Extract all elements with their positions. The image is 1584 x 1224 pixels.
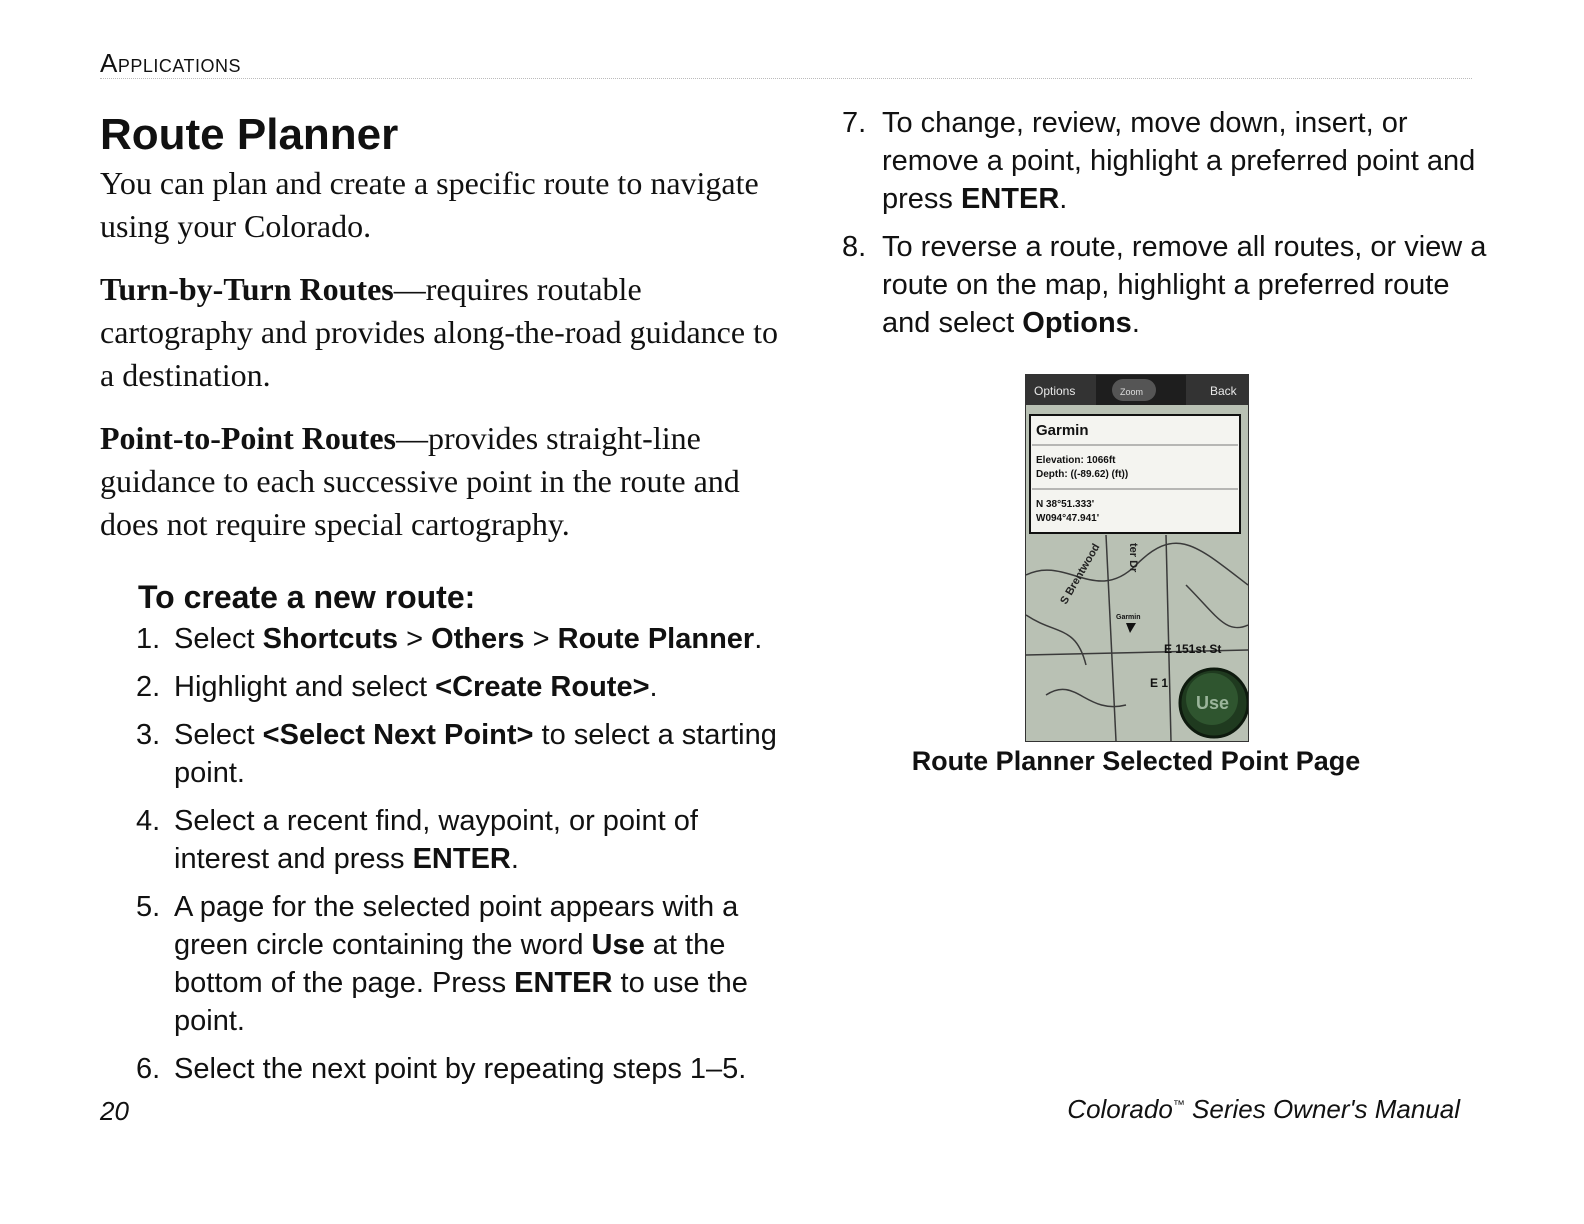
- step-text: Select: [174, 719, 263, 751]
- step-text: .: [754, 623, 763, 655]
- step-text: Highlight and select: [174, 671, 436, 703]
- step-text: A page for the selected point appears with a green circle containing the word: [174, 891, 739, 961]
- step-6: [100, 1050, 780, 1088]
- street-label: S Brentwood: [1058, 541, 1103, 607]
- step-7: [842, 104, 1492, 218]
- step-1: [100, 620, 780, 658]
- point-to-point-term: Point-to-Point Routes: [100, 420, 396, 456]
- step-bold: Shortcuts: [262, 623, 399, 655]
- step-text: at the bottom of the page. Press: [174, 929, 726, 999]
- step-text: Select a recent find, waypoint, or point of interest and press: [174, 805, 698, 875]
- step-number: 6.: [136, 1053, 161, 1085]
- step-bold: ENTER: [960, 183, 1060, 215]
- manual-title: [1067, 1094, 1460, 1125]
- left-column: [100, 108, 780, 1098]
- step-number: 3.: [136, 719, 161, 751]
- marker-label: Garmin: [1116, 614, 1141, 621]
- step-4: [100, 802, 780, 878]
- longitude-value: W094°47.941': [1036, 513, 1100, 524]
- street-label: E 151st St: [1164, 642, 1222, 656]
- section-header: Applications: [100, 48, 242, 78]
- device-screenshot: [1025, 374, 1249, 742]
- step-3: [100, 716, 780, 792]
- step-2: [100, 668, 780, 706]
- manual-title-name: Colorado: [1067, 1094, 1173, 1124]
- step-bold: Options: [1022, 307, 1132, 339]
- step-bold: ENTER: [514, 967, 613, 999]
- point-to-point-paragraph: [100, 417, 780, 546]
- step-number: 4.: [136, 805, 161, 837]
- intro-paragraph: You can plan and create a specific route to navigate using your Colorado.: [100, 165, 759, 244]
- step-text: >: [398, 623, 432, 655]
- step-text: to use the point.: [174, 967, 748, 1037]
- step-number: 5.: [136, 891, 161, 923]
- elevation-value: Elevation: 1066ft: [1036, 455, 1116, 466]
- procedure-steps-continued: [842, 104, 1492, 342]
- step-number: 2.: [136, 671, 161, 703]
- turn-by-turn-term: Turn-by-Turn Routes: [100, 271, 394, 307]
- zoom-label: Zoom: [1120, 387, 1144, 397]
- step-bold: ENTER: [412, 843, 511, 875]
- step-bold: Route Planner: [557, 623, 755, 655]
- point-to-point-text: —provides straight-line guidance to each successive point in the route and does not require special cartography.: [100, 420, 740, 542]
- options-label: Options: [1034, 384, 1076, 398]
- step-text: Select: [174, 623, 263, 655]
- step-text: To change, review, move down, insert, or remove a point, highlight a preferred point and press: [882, 107, 1476, 215]
- right-column: [842, 104, 1492, 352]
- step-text: .: [1059, 183, 1068, 215]
- use-label: Use: [1196, 693, 1230, 713]
- point-name: Garmin: [1036, 422, 1089, 439]
- trademark-symbol: ™: [1172, 1097, 1185, 1112]
- device-screen-graphic: [1026, 375, 1248, 741]
- header-divider: [100, 78, 1472, 79]
- step-text: To reverse a route, remove all routes, or view a route on the map, highlight a preferred route and select: [882, 231, 1487, 339]
- step-number: 7.: [842, 107, 867, 139]
- step-text: >: [524, 623, 558, 655]
- page-number: 20: [100, 1096, 129, 1126]
- figure-caption: Route Planner Selected Point Page: [911, 746, 1361, 776]
- step-8: [842, 228, 1492, 342]
- back-label: Back: [1210, 384, 1237, 398]
- step-number: 1.: [136, 623, 161, 655]
- procedure-title: To create a new route:: [138, 579, 476, 615]
- latitude-value: N 38°51.333': [1036, 499, 1095, 510]
- procedure-steps: [100, 620, 780, 1088]
- step-text: .: [1131, 307, 1140, 339]
- step-bold: <Select Next Point>: [262, 719, 534, 751]
- turn-by-turn-paragraph: [100, 268, 780, 397]
- step-bold: <Create Route>: [435, 671, 650, 703]
- step-5: [100, 888, 780, 1040]
- depth-value: Depth: ((-89.62) (ft)): [1036, 469, 1129, 480]
- step-text: Select the next point by repeating steps 1–5.: [174, 1053, 747, 1085]
- turn-by-turn-text: —requires routable cartography and provides along-the-road guidance to a destination.: [100, 271, 778, 393]
- step-text: .: [649, 671, 658, 703]
- step-bold: Use: [591, 929, 645, 961]
- step-bold: Others: [431, 623, 525, 655]
- page-title: Route Planner: [100, 110, 399, 159]
- step-number: 8.: [842, 231, 867, 263]
- step-text: to select a starting point.: [174, 719, 777, 789]
- street-label: ter Dr: [1127, 543, 1139, 573]
- step-text: .: [510, 843, 519, 875]
- manual-title-suffix: Series Owner's Manual: [1184, 1094, 1460, 1124]
- street-label: E 1: [1150, 676, 1169, 690]
